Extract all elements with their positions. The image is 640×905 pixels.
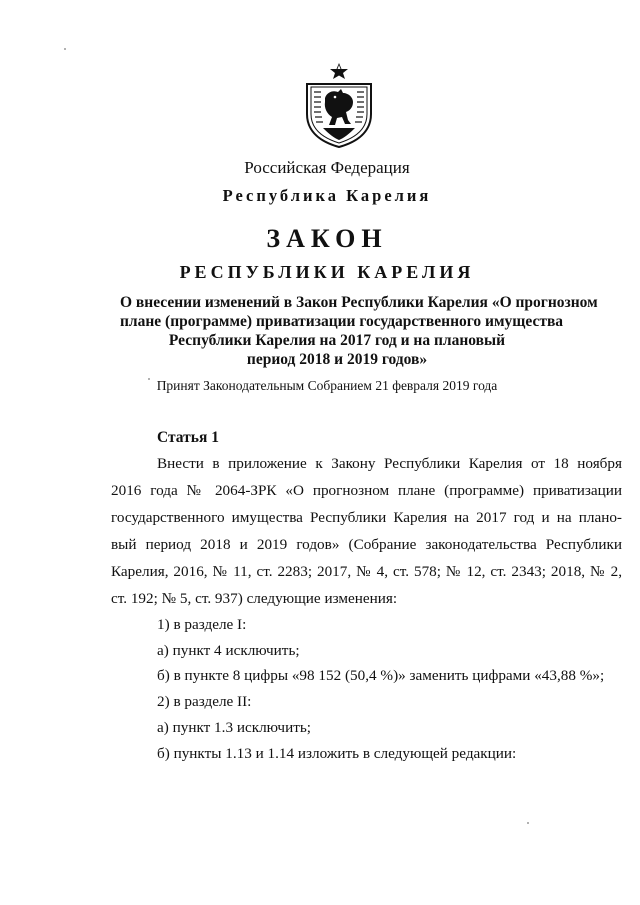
law-name-line: О внесении изменений в Закон Республики Карелия «О прогнозном bbox=[120, 294, 598, 311]
law-name-line: Республики Карелия на 2017 год и на плановый bbox=[168, 332, 506, 349]
scan-speck bbox=[148, 378, 150, 380]
law-subtitle: РЕСПУБЛИКИ КАРЕЛИЯ bbox=[179, 262, 475, 282]
adoption-date: Принят Законодательным Собранием 21 февраля 2019 года bbox=[156, 378, 498, 393]
list-item: 2) в разделе II: bbox=[157, 693, 252, 710]
bear-icon bbox=[325, 89, 353, 125]
law-name-line: период 2018 и 2019 годов» bbox=[246, 351, 428, 368]
republic-heading: Республика Карелия bbox=[222, 186, 432, 205]
list-item: б) в пункте 8 цифры «98 152 (50,4 %)» заменить цифрами «43,88 %»; bbox=[157, 667, 605, 684]
paragraph-line: Внести в приложение к Закону Республики Карелия от 18 ноября bbox=[157, 455, 622, 472]
law-title: ЗАКОН bbox=[266, 224, 388, 253]
list-item: б) пункты 1.13 и 1.14 изложить в следующей редакции: bbox=[157, 745, 517, 762]
federation-heading: Российская Федерация bbox=[244, 158, 410, 177]
law-name bbox=[120, 293, 598, 369]
law-name-line: плане (программе) приватизации государственного имущества bbox=[120, 313, 564, 330]
star-icon bbox=[330, 63, 348, 79]
scan-speck bbox=[527, 822, 529, 824]
article-title: Статья 1 bbox=[157, 429, 219, 446]
scan-speck bbox=[64, 48, 66, 50]
karelia-coat-of-arms-icon bbox=[301, 62, 377, 148]
paragraph-line: Карелия, 2016, № 11, ст. 2283; 2017, № 4, ст. 578; № 12, ст. 2343; 2018, № 2, bbox=[111, 563, 622, 580]
paragraph-line: 2016 года № 2064-ЗРК «О прогнозном плане (программе) приватизации bbox=[111, 482, 622, 499]
list-item: а) пункт 1.3 исключить; bbox=[157, 719, 311, 736]
paragraph-line: вый период 2018 и 2019 годов» (Собрание законодательства Республики bbox=[111, 536, 622, 553]
paragraph-line: государственного имущества Республики Карелия на 2017 год и на плано- bbox=[111, 509, 622, 526]
paragraph-line: ст. 192; № 5, ст. 937) следующие изменения: bbox=[111, 590, 398, 607]
list-item: 1) в разделе I: bbox=[157, 616, 247, 633]
list-item: а) пункт 4 исключить; bbox=[157, 642, 300, 659]
